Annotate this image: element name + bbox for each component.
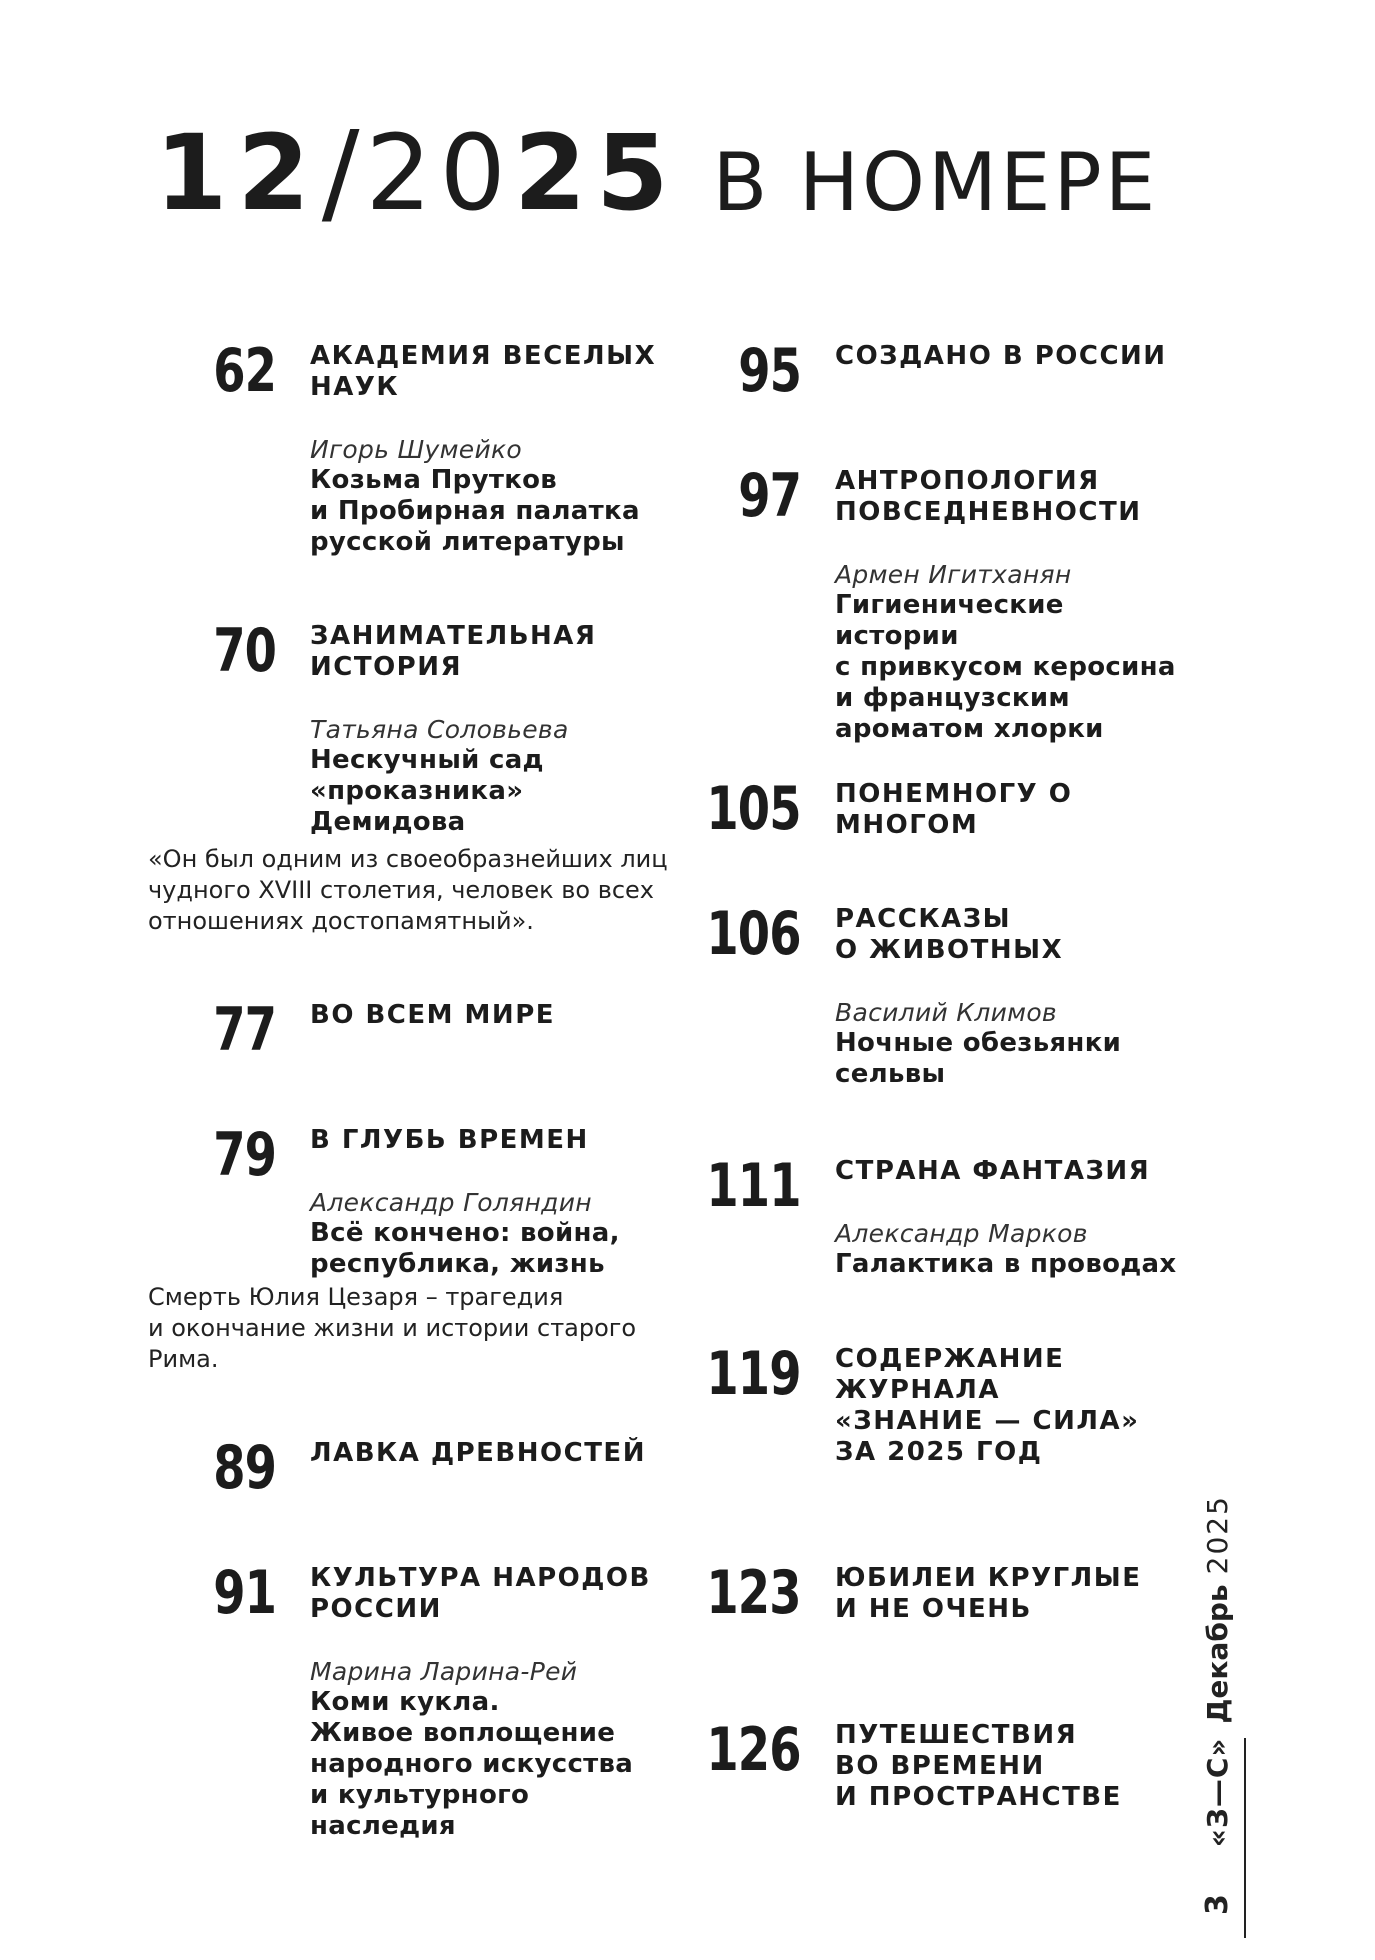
spine-folio	[1200, 1495, 1235, 1915]
toc-entry[interactable]	[213, 1120, 670, 1280]
toc-article-title: Козьма Прутков и Пробирная палатка русской литературы	[310, 465, 640, 557]
toc-author: Татьяна Соловьева	[310, 715, 569, 744]
toc-rubric: АНТРОПОЛОГИЯ ПОВСЕДНЕВНОСТИ	[835, 466, 1142, 527]
toc-entry[interactable]	[706, 1151, 1195, 1280]
toc-rubric: ПУТЕШЕСТВИЯ ВО ВРЕМЕНИ И ПРОСТРАНСТВЕ	[835, 1720, 1122, 1812]
toc-rubric: ЗАНИМАТЕЛЬНАЯ ИСТОРИЯ	[310, 621, 597, 682]
spine-divider	[1244, 1738, 1246, 1938]
toc-page-number: 70	[213, 616, 276, 686]
toc-rubric: ВО ВСЕМ МИРЕ	[310, 1000, 556, 1030]
toc-article-title: Всё кончено: война, республика, жизнь	[310, 1218, 620, 1279]
folio-month: Декабрь	[1201, 1584, 1234, 1724]
toc-entry[interactable]	[213, 995, 670, 1065]
toc-author: Марина Ларина-Рей	[310, 1657, 578, 1686]
toc-page-number: 62	[213, 336, 276, 406]
toc-rubric: В ГЛУБЬ ВРЕМЕН	[310, 1125, 589, 1155]
toc-page-number: 79	[213, 1120, 276, 1190]
toc-author: Александр Голяндин	[310, 1188, 592, 1217]
toc-entry[interactable]	[213, 1433, 670, 1503]
toc-rubric: СТРАНА ФАНТАЗИЯ	[835, 1156, 1151, 1186]
toc-rubric: РАССКАЗЫ О ЖИВОТНЫХ	[835, 904, 1064, 965]
toc-page-number: 77	[213, 995, 276, 1065]
toc-entry[interactable]	[213, 1558, 670, 1842]
toc-entry[interactable]	[738, 461, 1195, 745]
toc-page-number: 106	[706, 899, 801, 969]
toc-article-title: Коми кукла. Живое воплощение народного искусства и культурного наследия	[310, 1687, 634, 1841]
toc-entry[interactable]	[706, 1558, 1195, 1628]
toc-article-title: Нескучный сад «проказника» Демидова	[310, 745, 544, 837]
issue-slash: /	[321, 108, 360, 238]
toc-rubric: ПОНЕМНОГУ О МНОГОМ	[835, 779, 1073, 840]
folio-page-number: 3	[1200, 1893, 1235, 1915]
toc-entry[interactable]	[213, 616, 670, 838]
toc-rubric: АКАДЕМИЯ ВЕСЕЛЫХ НАУК	[310, 341, 657, 402]
toc-page-number: 89	[213, 1433, 276, 1503]
toc-page-number: 105	[706, 774, 801, 844]
toc-article-title: Галактика в проводах	[835, 1249, 1177, 1279]
folio-year: 2025	[1201, 1495, 1234, 1575]
toc-article-title: Ночные обезьянки сельвы	[835, 1028, 1122, 1089]
toc-rubric: ЮБИЛЕИ КРУГЛЫЕ И НЕ ОЧЕНЬ	[835, 1563, 1142, 1624]
toc-rubric: СОЗДАНО В РОССИИ	[835, 341, 1167, 371]
toc-entry[interactable]	[706, 1339, 1195, 1468]
toc-rubric: СОДЕРЖАНИЕ ЖУРНАЛА «ЗНАНИЕ — СИЛА» ЗА 2025 ГОД	[835, 1344, 1140, 1467]
folio-magazine: «З—С»	[1201, 1737, 1234, 1848]
toc-author: Игорь Шумейко	[310, 435, 522, 464]
toc-entry[interactable]	[738, 336, 1195, 406]
toc-page-number: 91	[213, 1558, 276, 1628]
toc-rubric: КУЛЬТУРА НАРОДОВ РОССИИ	[310, 1563, 651, 1624]
toc-entry[interactable]	[706, 1715, 1195, 1813]
toc-page-number: 97	[738, 461, 801, 531]
toc-entry[interactable]	[706, 774, 1195, 844]
toc-page-number: 111	[706, 1151, 801, 1221]
toc-lead-text: «Он был одним из своеобразнейших лиц чудного XVIII столетия, человек во всех отношениях достопамятный».	[148, 845, 668, 935]
toc-rubric: ЛАВКА ДРЕВНОСТЕЙ	[310, 1438, 646, 1468]
toc-page-number: 123	[706, 1558, 801, 1628]
issue-number: 12	[155, 112, 320, 234]
issue-year-prefix: 20	[365, 112, 514, 234]
toc-lead-text: Смерть Юлия Цезаря – трагедия и окончание жизни и истории старого Рима.	[148, 1283, 637, 1373]
toc-entry[interactable]	[213, 336, 670, 558]
issue-header	[155, 108, 1159, 238]
toc-page-number: 126	[706, 1715, 801, 1785]
toc-article-title: Гигиенические истории с привкусом керосина и французским ароматом хлорки	[835, 590, 1176, 744]
toc-author: Василий Климов	[835, 998, 1057, 1027]
issue-year-suffix: 25	[513, 112, 679, 234]
toc-author: Армен Игитханян	[835, 560, 1072, 589]
toc-entry[interactable]	[706, 899, 1195, 1090]
toc-author: Александр Марков	[835, 1219, 1088, 1248]
page-title: В НОМЕРЕ	[712, 136, 1159, 229]
toc-page-number: 119	[706, 1339, 801, 1409]
toc-page-number: 95	[738, 336, 801, 406]
